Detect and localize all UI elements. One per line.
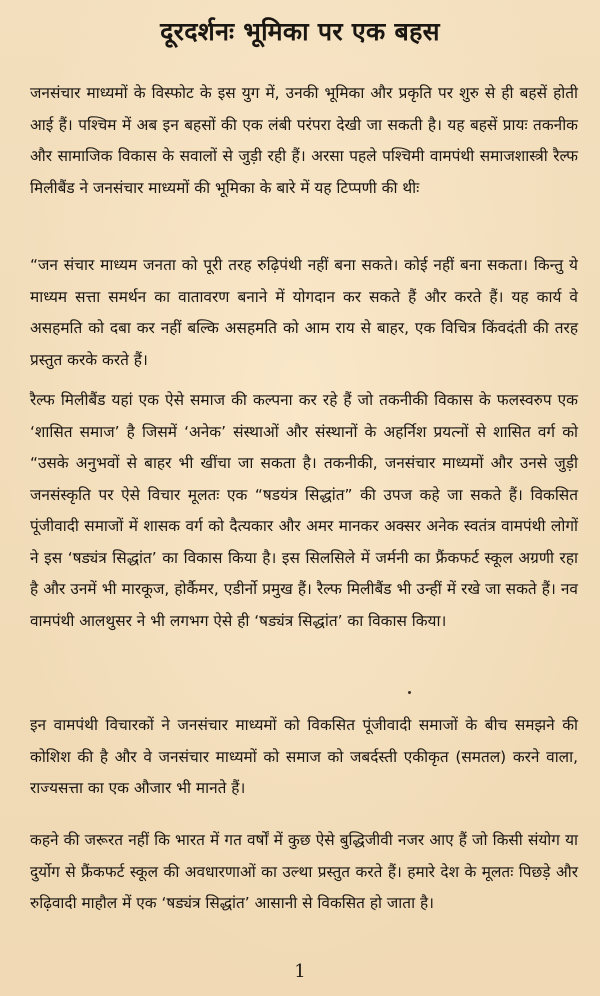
paragraph-conspiracy-theory: रैल्फ मिलीबैंड यहां एक ऐसे समाज की कल्पना कर रहे हैं जो तकनीकी विकास के फलस्वरुप एक ‘शासित समाज’ है जिसमें ‘अनेक’ संस्थाओं और संस्थानों के अहर्निश प्रयत्नों से शासित वर्ग को “उसके अनुभवों से बाहर भी खींचा जा सकता है। तकनीकी, जनसंचार माध्यमों और उनसे जुड़ी जनसंस्कृति पर ऐसे विचार मूलतः एक “षडयंत्र सिद्धांत” की उपज कहे जा सकते हैं। विकसित पूंजीवादी समाजों में शासक वर्ग को दैत्यकार और अमर मानकर अक्सर अनेक स्वतंत्र वामपंथी लोगों ने इस ‘षड्यंत्र सिद्धांत’ का विकास किया है। इस सिलसिले में जर्मनी का फ्रैंकफर्ट स्कूल अग्रणी रहा है और उनमें भी मारकूज, होर्कैमर, एडीर्नो प्रमुख हैं। रैल्फ मिलीबैंड भी उन्हीं में रखे जा सकते हैं। नव वामपंथी आलथुसर ने भी लगभग ऐसे ही ‘षड्यंत्र सिद्धांत’ का विकास किया। — [30, 391, 578, 630]
paragraph-intro: जनसंचार माध्यमों के विस्फोट के इस युग में, उनकी भूमिका और प्रकृति पर शुरु से ही बहसें होती आई हैं। पश्चिम में अब इन बहसों की एक लंबी परंपरा देखी जा सकती है। यह बहसें प्रायः तकनीक और सामाजिक विकास के सवालों से जुड़ी रही हैं। अरसा पहले पश्चिमी वामपंथी समाजशास्त्री रैल्फ मिलीबैंड ने जनसंचार माध्यमों की भूमिका के बारे में यह टिप्पणी की थीः — [30, 84, 578, 197]
paragraph-leftist-thinkers: इन वामपंथी विचारकों ने जनसंचार माध्यमों को विकसित पूंजीवादी समाजों के बीच समझने की कोशिश की है और वे जनसंचार माध्यमों को समाज को जबर्दस्ती एकीकृत (समतल) करने वाला, राज्यसत्ता का एक औजार भी मानते हैं। — [30, 716, 578, 797]
paragraph-quote: “जन संचार माध्यम जनता को पूरी तरह रुढ़िपंथी नहीं बना सकते। कोई नहीं बना सकता। किन्तु ये माध्यम सत्ता समर्थन का वातावरण बनाने में योगदान कर सकते हैं और करते हैं। यह कार्य वे असहमति को दबा कर नहीं बल्कि असहमति को आम राय से बाहर, एक विचित्र किंवदंती की तरह प्रस्तुत करके करते हैं। — [30, 256, 578, 369]
page-number: 1 — [294, 961, 306, 982]
page-title: दूरदर्शनः भूमिका पर एक बहस — [160, 17, 440, 46]
paragraph-india: कहने की जरूरत नहीं कि भारत में गत वर्षों में कुछ ऐसे बुद्धिजीवी नजर आए हैं जो किसी संयोग या दुर्योग से फ्रैंकफर्ट स्कूल की अवधारणाओं का उल्था प्रस्तुत करते हैं। हमारे देश के मूलतः पिछड़े और रुढ़िवादी माहौल में एक ‘षड्यंत्र सिद्धांत’ आसानी से विकसित हो जाता है। — [30, 831, 578, 912]
paper-speck — [408, 691, 411, 694]
